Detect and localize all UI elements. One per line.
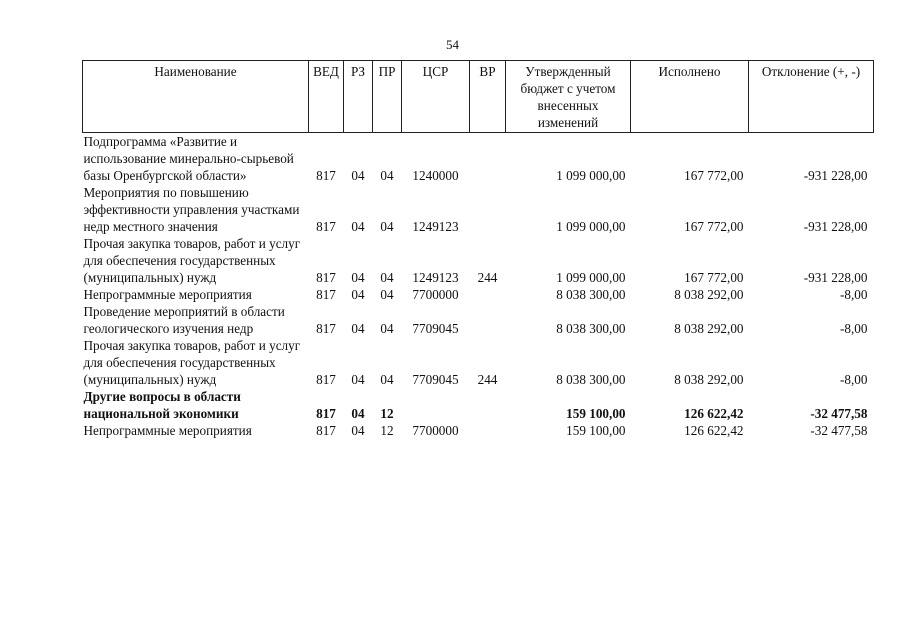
row-vr <box>470 184 506 235</box>
row-vr: 244 <box>477 372 498 387</box>
row-ved: 817 <box>316 406 336 421</box>
table-row <box>83 184 874 235</box>
row-name: Другие вопросы в области национальной экономики <box>83 389 241 421</box>
row-approved: 8 038 300,00 <box>556 287 626 302</box>
row-deviation: -8,00 <box>840 321 868 336</box>
row-pr: 12 <box>380 406 394 421</box>
row-executed: 126 622,42 <box>684 423 744 438</box>
row-approved: 8 038 300,00 <box>556 372 626 387</box>
table-row <box>83 422 874 439</box>
row-ved: 817 <box>316 423 336 438</box>
header-name: Наименование <box>83 61 309 133</box>
row-name: Непрограммные мероприятия <box>83 287 252 302</box>
page-number: 54 <box>446 37 459 52</box>
row-pr: 04 <box>380 287 394 302</box>
table-header-row <box>83 61 874 133</box>
row-approved: 159 100,00 <box>566 406 626 421</box>
row-csr: 7709045 <box>412 372 459 387</box>
row-ved: 817 <box>316 270 336 285</box>
row-rz: 04 <box>351 423 365 438</box>
row-pr: 04 <box>380 270 394 285</box>
row-pr: 04 <box>380 372 394 387</box>
row-pr: 12 <box>380 423 394 438</box>
table-row <box>83 303 874 337</box>
table-row <box>83 235 874 286</box>
row-vr <box>470 133 506 185</box>
row-vr <box>470 303 506 337</box>
budget-table <box>82 60 874 439</box>
table-row <box>83 133 874 185</box>
header-approved: Утвержденный бюджет с учетом внесенных изменений <box>506 61 631 133</box>
row-name: Прочая закупка товаров, работ и услуг для обеспечения государственных (муниципальных) нужд <box>83 338 301 387</box>
header-csr: ЦСР <box>402 61 470 133</box>
row-approved: 1 099 000,00 <box>556 219 626 234</box>
row-deviation: -931 228,00 <box>803 270 868 285</box>
row-deviation: -8,00 <box>840 372 868 387</box>
row-vr <box>470 286 506 303</box>
row-name: Прочая закупка товаров, работ и услуг для обеспечения государственных (муниципальных) нужд <box>83 236 301 285</box>
row-ved: 817 <box>316 219 336 234</box>
row-executed: 8 038 292,00 <box>674 321 744 336</box>
row-approved: 1 099 000,00 <box>556 168 626 183</box>
row-vr <box>470 422 506 439</box>
row-csr: 1240000 <box>412 168 459 183</box>
header-ved: ВЕД <box>309 61 344 133</box>
row-executed: 167 772,00 <box>684 270 744 285</box>
header-executed: Исполнено <box>631 61 749 133</box>
row-csr: 7709045 <box>412 321 459 336</box>
row-pr: 04 <box>380 321 394 336</box>
row-executed: 167 772,00 <box>684 219 744 234</box>
row-name: Подпрограмма «Развитие и использование минерально-сырьевой базы Оренбургской области» <box>83 134 294 183</box>
row-rz: 04 <box>351 219 365 234</box>
table-body <box>83 133 874 440</box>
table-row <box>83 286 874 303</box>
row-approved: 1 099 000,00 <box>556 270 626 285</box>
row-deviation: -32 477,58 <box>810 423 868 438</box>
row-executed: 8 038 292,00 <box>674 287 744 302</box>
table-row <box>83 388 874 422</box>
header-rz: РЗ <box>344 61 373 133</box>
row-approved: 8 038 300,00 <box>556 321 626 336</box>
row-vr: 244 <box>477 270 498 285</box>
row-executed: 167 772,00 <box>684 168 744 183</box>
row-executed: 8 038 292,00 <box>674 372 744 387</box>
row-ved: 817 <box>316 321 336 336</box>
row-csr: 1249123 <box>412 219 459 234</box>
row-rz: 04 <box>351 406 365 421</box>
row-name: Мероприятия по повышению эффективности управления участками недр местного значения <box>83 185 300 234</box>
row-csr: 7700000 <box>412 287 459 302</box>
row-ved: 817 <box>316 372 336 387</box>
row-pr: 04 <box>380 168 394 183</box>
row-csr <box>402 388 470 422</box>
row-name: Проведение мероприятий в области геологического изучения недр <box>83 304 285 336</box>
row-executed: 126 622,42 <box>684 406 744 421</box>
row-deviation: -931 228,00 <box>803 168 868 183</box>
row-csr: 1249123 <box>412 270 459 285</box>
row-rz: 04 <box>351 168 365 183</box>
row-vr <box>470 388 506 422</box>
row-rz: 04 <box>351 287 365 302</box>
row-rz: 04 <box>351 372 365 387</box>
header-pr: ПР <box>373 61 402 133</box>
row-approved: 159 100,00 <box>566 423 626 438</box>
header-vr: ВР <box>470 61 506 133</box>
table-row <box>83 337 874 388</box>
row-rz: 04 <box>351 270 365 285</box>
header-deviation: Отклонение (+, -) <box>749 61 874 133</box>
row-ved: 817 <box>316 287 336 302</box>
row-name: Непрограммные мероприятия <box>83 423 252 438</box>
row-csr: 7700000 <box>412 423 459 438</box>
row-deviation: -8,00 <box>840 287 868 302</box>
row-deviation: -32 477,58 <box>810 406 868 421</box>
row-ved: 817 <box>316 168 336 183</box>
row-pr: 04 <box>380 219 394 234</box>
row-deviation: -931 228,00 <box>803 219 868 234</box>
row-rz: 04 <box>351 321 365 336</box>
